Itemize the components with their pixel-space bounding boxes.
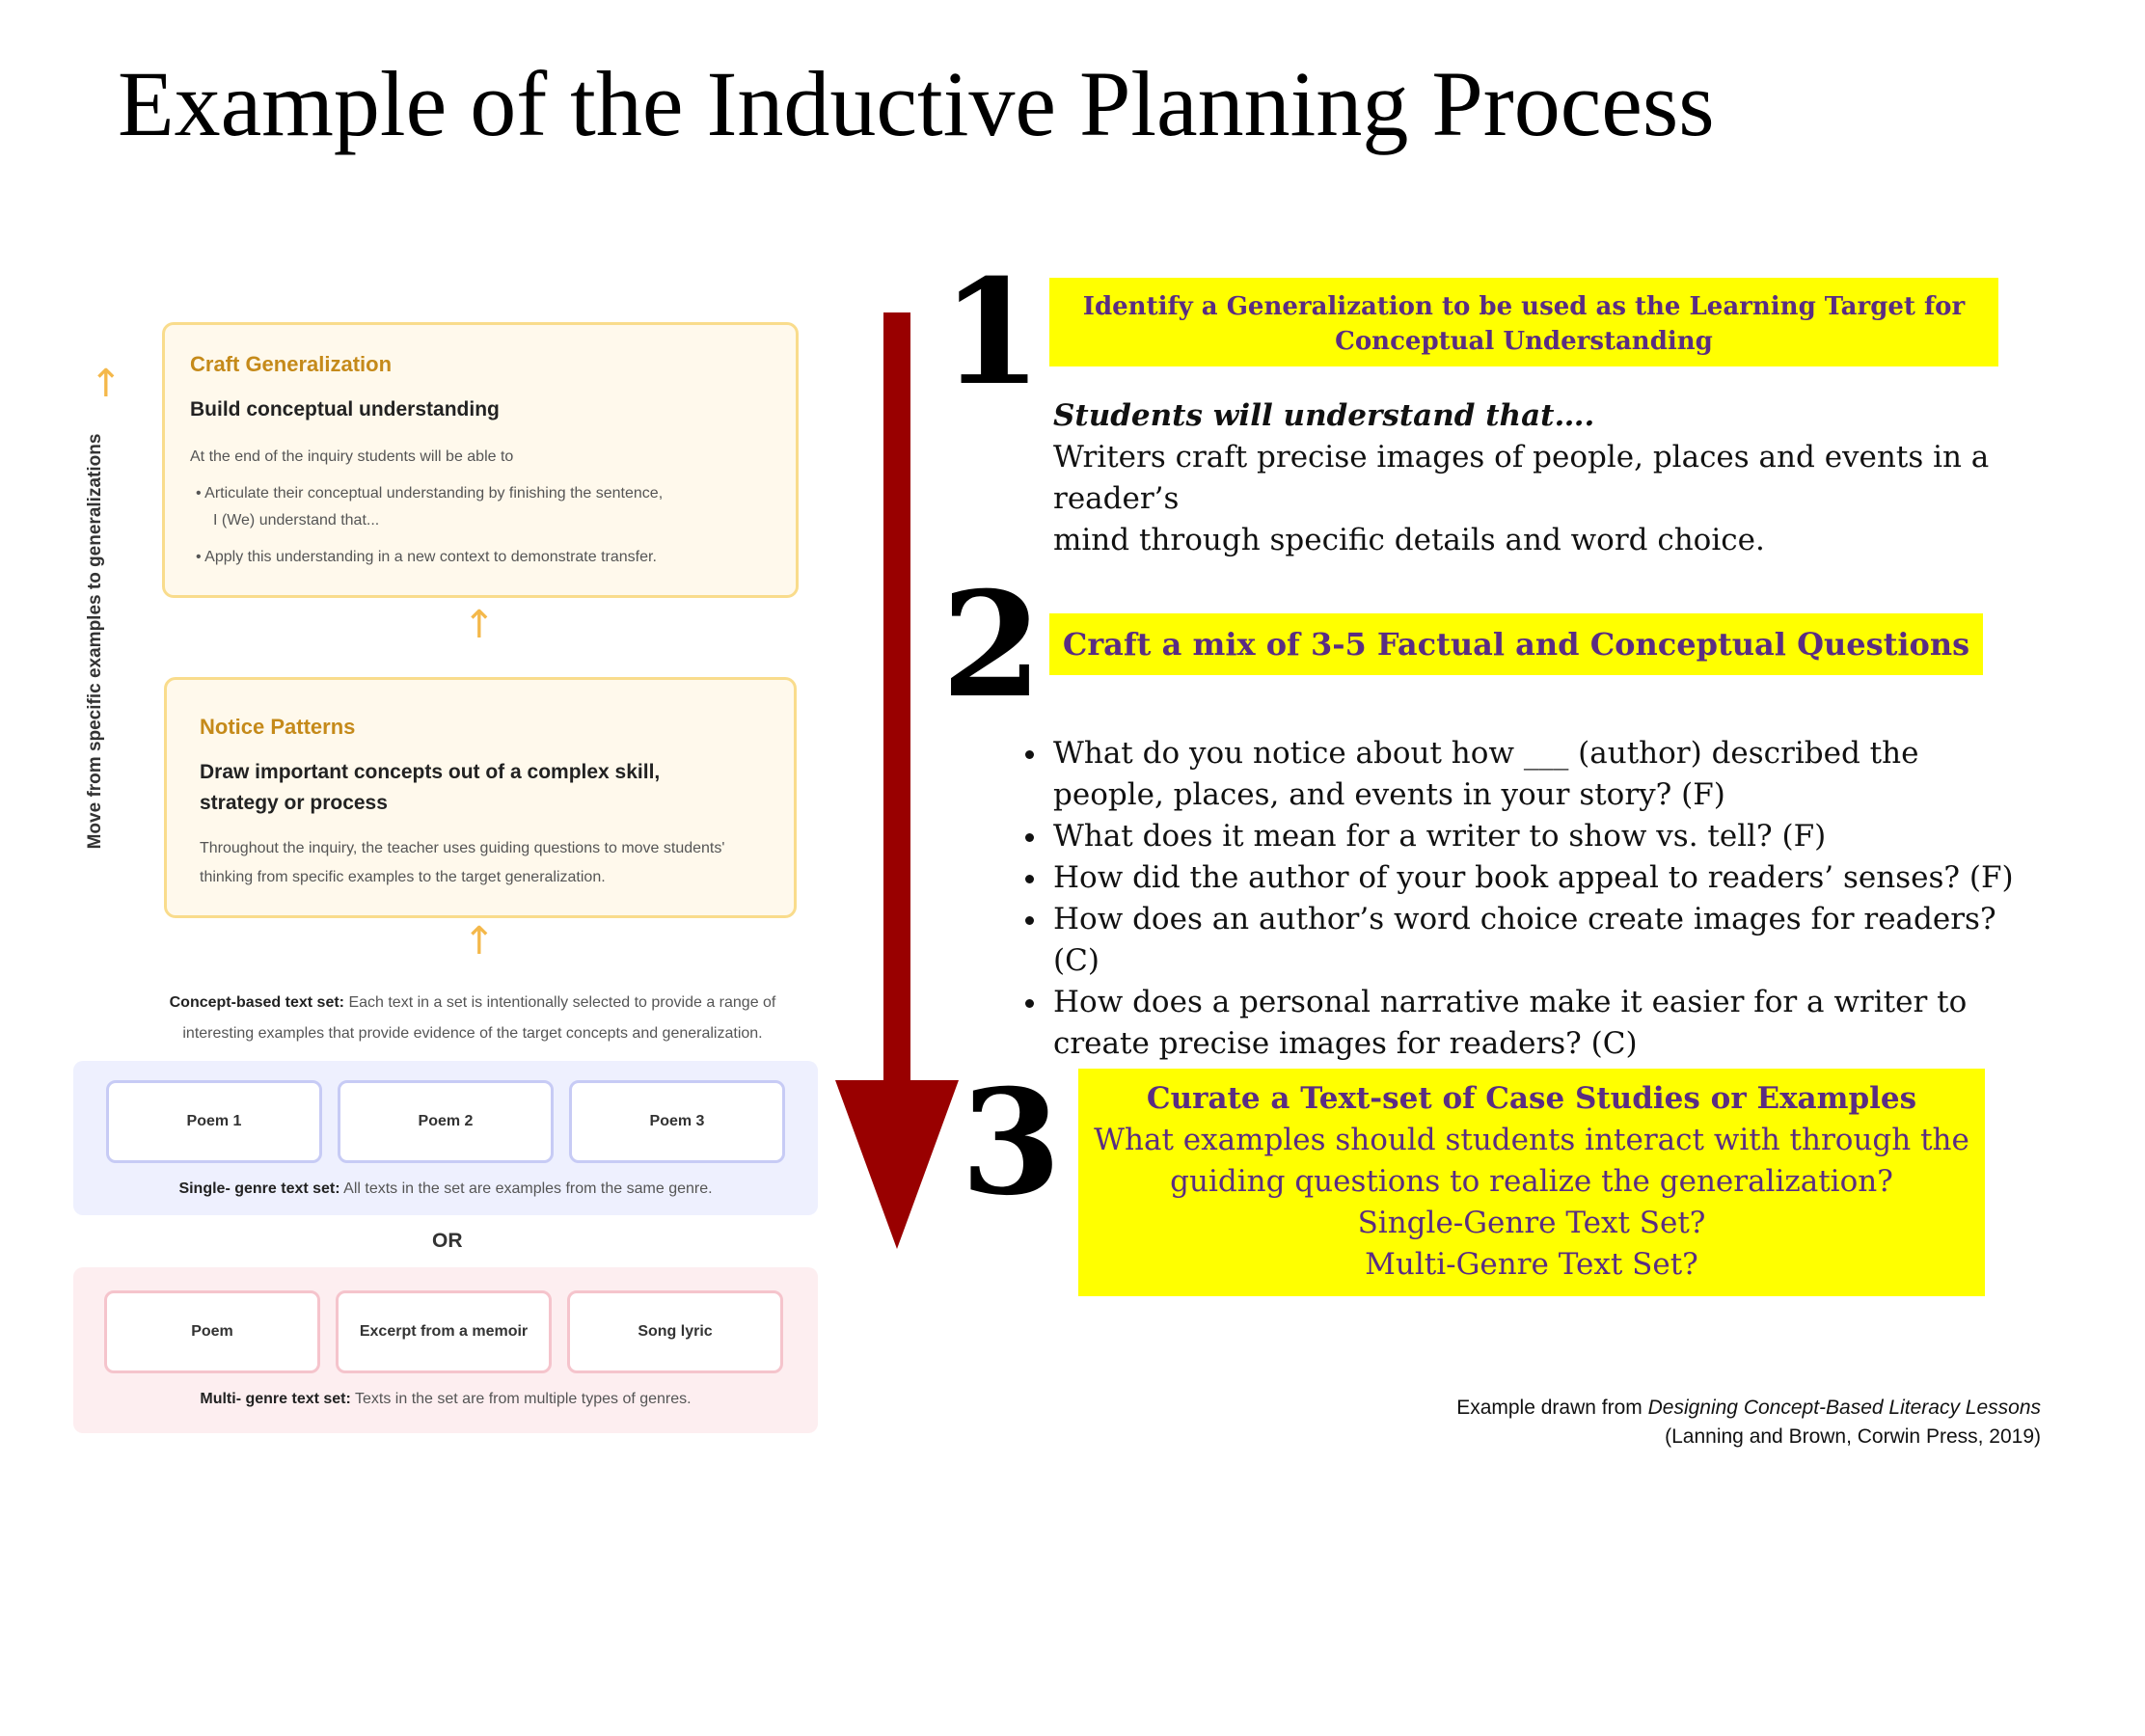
downward-arrow-icon xyxy=(829,309,964,1254)
step-3-box xyxy=(1078,1069,1985,1296)
question-item: • How does a personal narrative make it easier for a writer to create precise images for readers? (C) xyxy=(1049,982,2035,1065)
step-1-number: 1 xyxy=(941,248,1043,418)
notice-patterns-box xyxy=(164,677,797,918)
step-2-number: 2 xyxy=(941,560,1043,730)
multi-genre-item: Excerpt from a memoir xyxy=(336,1290,552,1373)
craft-heading: Craft Generalization xyxy=(190,352,393,376)
step-3-line-1: What examples should students interact with through the xyxy=(1094,1123,1969,1157)
step-1-header: Identify a Generalization to be used as the Learning Target for Conceptual Understanding xyxy=(1049,278,1998,366)
step-3-line-2: guiding questions to realize the generalization? xyxy=(1170,1164,1893,1199)
step-3-line-4: Multi-Genre Text Set? xyxy=(1365,1247,1698,1282)
single-genre-caption: Single- genre text set: All texts in the set are examples from the same genre. xyxy=(178,1180,713,1197)
step-3-line-3: Single-Genre Text Set? xyxy=(1357,1206,1706,1240)
craft-bullet-1-cont: I (We) understand that... xyxy=(213,512,380,529)
step-1-body-line-1: Writers craft precise images of people, places and events in a reader’s xyxy=(1053,440,1990,516)
craft-bullet-2: • Apply this understanding in a new context to demonstrate transfer. xyxy=(196,549,657,565)
notice-subheading-2: strategy or process xyxy=(200,792,388,814)
craft-subheading: Build conceptual understanding xyxy=(190,398,500,420)
question-item: • What does it mean for a writer to show vs. tell? (F) xyxy=(1049,816,2035,857)
source-credit: Example drawn from Designing Concept-Based Literacy Lessons (Lanning and Brown, Corwin Press, 2019) xyxy=(1456,1397,2041,1448)
vertical-direction-label: Move from specific examples to generalizations xyxy=(85,433,105,850)
page-title: Example of the Inductive Planning Process xyxy=(118,52,1715,155)
notice-body-1: Throughout the inquiry, the teacher uses guiding questions to move students' xyxy=(200,840,725,856)
step-1-body-line-2: mind through specific details and word choice. xyxy=(1053,523,1765,557)
notice-subheading-1: Draw important concepts out of a complex skill, xyxy=(200,761,661,783)
multi-genre-item: Song lyric xyxy=(567,1290,783,1373)
step-3-header: Curate a Text-set of Case Studies or Examples xyxy=(1146,1081,1917,1116)
step-2-questions xyxy=(1013,733,2035,1065)
multi-genre-set xyxy=(73,1267,818,1433)
question-item: • How does an author’s word choice create images for readers? (C) xyxy=(1049,899,2035,982)
craft-intro: At the end of the inquiry students will be able to xyxy=(190,448,514,465)
up-arrow-icon: ↑ xyxy=(90,362,122,406)
single-genre-item: Poem 3 xyxy=(569,1080,785,1163)
multi-genre-item: Poem xyxy=(104,1290,320,1373)
single-genre-item: Poem 1 xyxy=(106,1080,322,1163)
up-arrow-icon: ↑ xyxy=(463,919,496,963)
craft-generalization-box xyxy=(162,322,799,598)
notice-heading: Notice Patterns xyxy=(200,715,356,739)
single-genre-set xyxy=(73,1061,818,1215)
or-label: OR xyxy=(432,1230,463,1252)
step-1-lead: Students will understand that…. xyxy=(1053,398,1595,433)
single-genre-item: Poem 2 xyxy=(338,1080,554,1163)
question-item: • What do you notice about how ___ (author) described the people, places, and events in your story? (F) xyxy=(1049,733,2035,816)
craft-bullet-1: • Articulate their conceptual understanding by finishing the sentence, xyxy=(196,485,664,502)
step-3-number: 3 xyxy=(961,1058,1062,1228)
multi-genre-caption: Multi- genre text set: Texts in the set are from multiple types of genres. xyxy=(200,1391,692,1407)
step-2-header: Craft a mix of 3-5 Factual and Conceptual Questions xyxy=(1049,613,1983,675)
notice-body-2: thinking from specific examples to the target generalization. xyxy=(200,869,606,885)
concept-text-set-caption: Concept-based text set: Each text in a set is intentionally selected to provide a range of interesting examples that provide evidence of the target concepts and generalization. xyxy=(169,994,776,1042)
step-1-body xyxy=(1053,395,2114,561)
question-item: • How did the author of your book appeal to readers’ senses? (F) xyxy=(1049,857,2035,899)
up-arrow-icon: ↑ xyxy=(463,603,496,647)
